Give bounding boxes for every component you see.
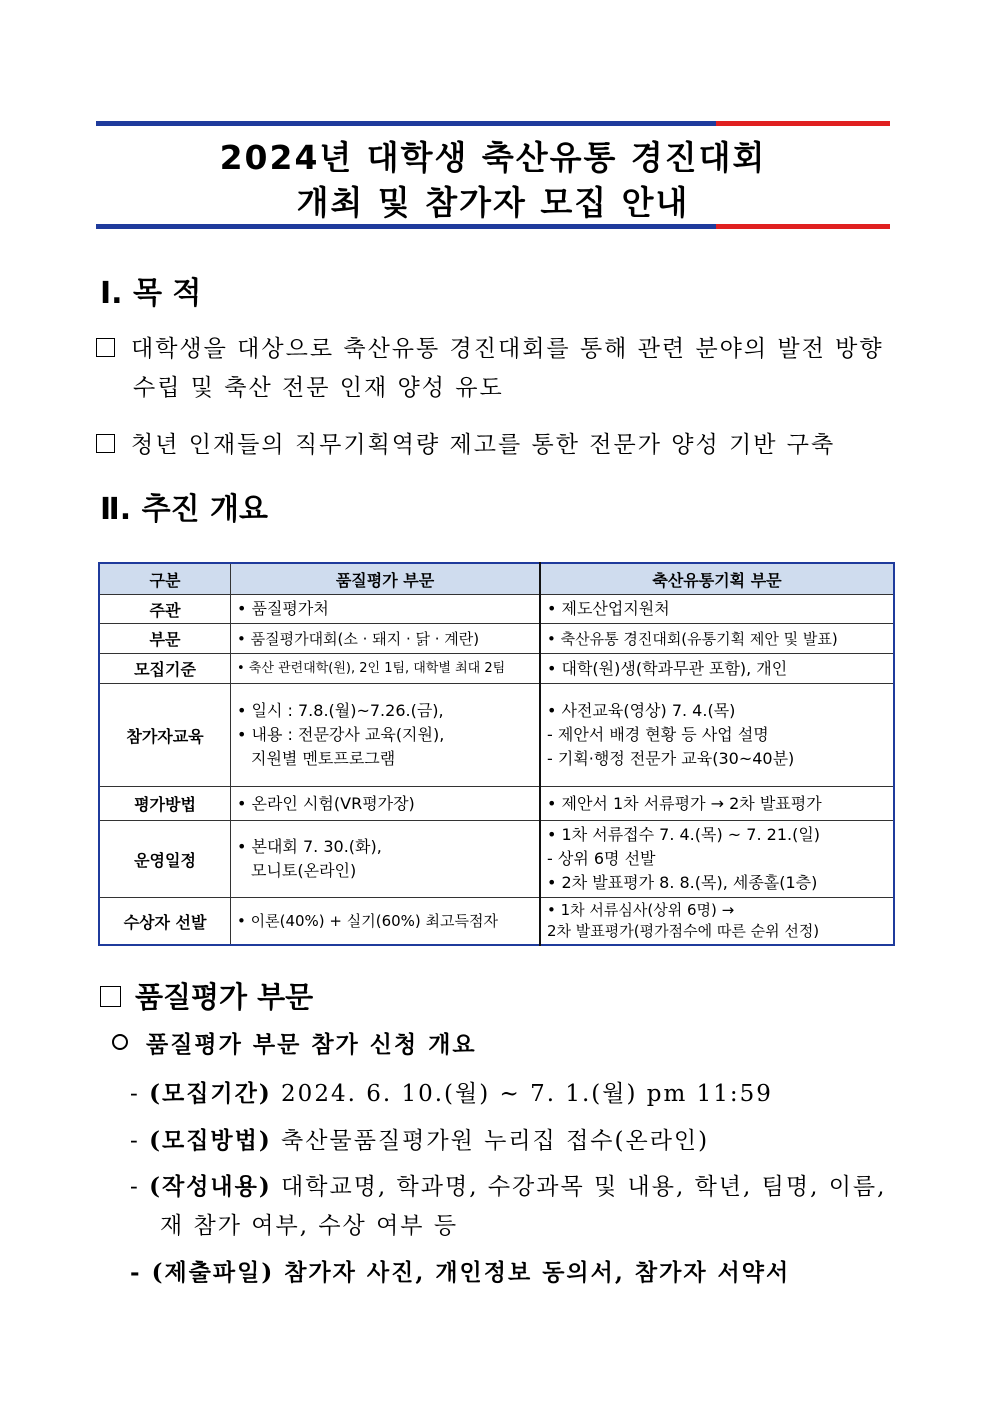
quality-item-content-cont: 재 참가 여부, 수상 여부 등 xyxy=(160,1213,459,1239)
row-label: 수상자 선발 xyxy=(99,898,231,946)
table-row xyxy=(99,684,894,787)
table-cell: • 축산 관련대학(원), 2인 1팀, 대학별 최대 2팀 xyxy=(231,654,541,684)
table-cell: • 1차 서류접수 7. 4.(목) ~ 7. 21.(일) - 상위 6명 선발 • 2차 발표평가 8. 8.(목), 세종홀(1층) xyxy=(540,821,894,898)
table-cell: • 축산유통 경진대회(유통기획 제안 및 발표) xyxy=(540,624,894,654)
table-header-row xyxy=(99,563,894,595)
table-cell: • 제안서 1차 서류평가 → 2차 발표평가 xyxy=(540,787,894,821)
table-cell: • 1차 서류심사(상위 6명) → 2차 발표평가(평가점수에 따른 순위 선정) xyxy=(540,898,894,946)
section-heading-quality: 품질평가 부문 xyxy=(100,975,313,1016)
overview-table xyxy=(98,562,895,946)
table-row xyxy=(99,787,894,821)
quality-sub-heading: 품질평가 부문 참가 신청 개요 xyxy=(112,1026,477,1059)
page-title-line1: 2024년 대학생 축산유통 경진대회 xyxy=(219,138,767,177)
checkbox-square-icon xyxy=(100,986,121,1007)
table-header: 축산유통기획 부문 xyxy=(540,563,894,595)
purpose-item-2: 청년 인재들의 직무기획역량 제고를 통한 전문가 양성 기반 구축 xyxy=(96,426,835,459)
table-cell: • 품질평가처 xyxy=(231,595,541,624)
quality-item-content: - (작성내용) 대학교명, 학과명, 수강과목 및 내용, 학년, 팀명, 이름, xyxy=(130,1173,887,1200)
table-row xyxy=(99,595,894,624)
table-header: 구분 xyxy=(99,563,231,595)
table-cell: • 대학(원)생(학과무관 포함), 개인 xyxy=(540,654,894,684)
table-cell: • 품질평가대회(소 · 돼지 · 닭 · 계란) xyxy=(231,624,541,654)
table-cell: • 사전교육(영상) 7. 4.(목) - 제안서 배경 현황 등 사업 설명 - 기획·행정 전문가 교육(30~40분) xyxy=(540,684,894,787)
row-label: 운영일정 xyxy=(99,821,231,898)
checkbox-square-icon xyxy=(96,338,115,357)
quality-item-period: - (모집기간) 2024. 6. 10.(월) ~ 7. 1.(월) pm 11:59 xyxy=(130,1080,773,1107)
row-label: 참가자교육 xyxy=(99,684,231,787)
table-header: 품질평가 부문 xyxy=(231,563,541,595)
purpose-item-1-cont: 수립 및 축산 전문 인재 양성 유도 xyxy=(133,375,504,401)
table-cell: • 제도산업지원처 xyxy=(540,595,894,624)
table-cell: • 온라인 시험(VR평가장) xyxy=(231,787,541,821)
circle-bullet-icon xyxy=(112,1034,128,1050)
title-top-bar xyxy=(96,121,890,126)
row-label: 평가방법 xyxy=(99,787,231,821)
purpose-item-1: 대학생을 대상으로 축산유통 경진대회를 통해 관련 분야의 발전 방향 xyxy=(96,330,884,363)
quality-item-files: - (제출파일) 참가자 사진, 개인정보 동의서, 참가자 서약서 xyxy=(130,1259,791,1286)
table-row xyxy=(99,898,894,946)
row-label: 주관 xyxy=(99,595,231,624)
page-title-line2: 개최 및 참가자 모집 안내 xyxy=(296,183,690,222)
section-heading-overview: Ⅱ. 추진 개요 xyxy=(100,492,268,527)
section-heading-purpose: Ⅰ. 목 적 xyxy=(100,276,202,311)
table-row xyxy=(99,624,894,654)
row-label: 모집기준 xyxy=(99,654,231,684)
table-cell: • 본대회 7. 30.(화), 모니토(온라인) xyxy=(231,821,541,898)
row-label: 부문 xyxy=(99,624,231,654)
table-cell: • 이론(40%) + 실기(60%) 최고득점자 xyxy=(231,898,541,946)
quality-item-method: - (모집방법) 축산물품질평가원 누리집 접수(온라인) xyxy=(130,1127,710,1154)
checkbox-square-icon xyxy=(96,434,115,453)
title-bottom-bar xyxy=(96,224,890,229)
table-row xyxy=(99,654,894,684)
table-row xyxy=(99,821,894,898)
table-cell: • 일시 : 7.8.(월)~7.26.(금), • 내용 : 전문강사 교육(지원), 지원별 멘토프로그램 xyxy=(231,684,541,787)
